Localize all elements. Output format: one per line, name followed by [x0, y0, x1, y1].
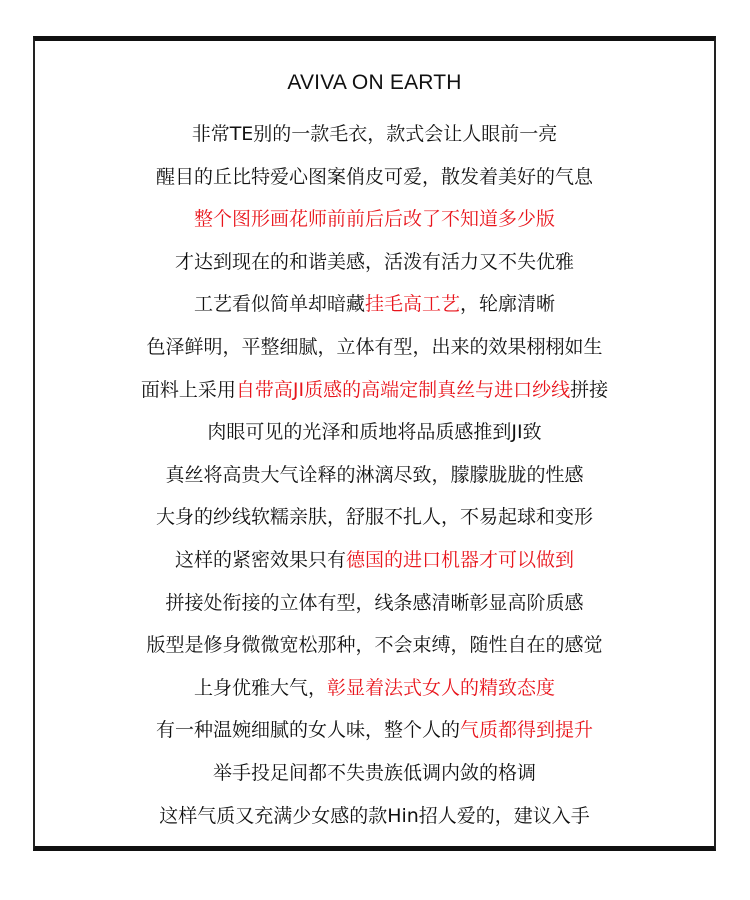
description-line — [35, 673, 714, 716]
line-text: 面料上采用 — [140, 378, 236, 401]
description-line — [35, 715, 714, 758]
line-text: 工艺看似简单却暗藏 — [193, 293, 365, 316]
description-line — [35, 758, 714, 801]
line-text: 这样的紧密效果只有 — [174, 548, 346, 571]
description-line — [35, 545, 714, 588]
line-text: 大身的纱线软糯亲肤，舒服不扎人，不易起球和变形 — [155, 506, 593, 529]
line-text: 色泽鲜明，平整细腻，立体有型，出来的效果栩栩如生 — [146, 335, 603, 358]
line-text: 这样气质又充满少女感的款Hin招人爱的，建议入手 — [159, 804, 590, 827]
line-text: 举手投足间都不失贵族低调内敛的格调 — [212, 761, 536, 784]
highlight-text: 自带高JI质感的高端定制真丝与进口纱线 — [235, 378, 571, 401]
highlight-text: 气质都得到提升 — [460, 719, 594, 742]
description-line — [35, 162, 714, 205]
line-text: 才达到现在的和谐美感，活泼有活力又不失优雅 — [174, 250, 574, 273]
highlight-text: 整个图形画花师前前后后改了不知道多少版 — [193, 208, 555, 231]
highlight-text: 彰显着法式女人的精致态度 — [327, 676, 556, 699]
line-text: 醒目的丘比特爱心图案俏皮可爱，散发着美好的气息 — [155, 165, 593, 188]
description-line — [35, 375, 714, 418]
description-line — [35, 332, 714, 375]
line-text: 拼接处衔接的立体有型，线条感清晰彰显高阶质感 — [165, 591, 584, 614]
description-line — [35, 417, 714, 460]
description-line — [35, 247, 714, 290]
description-line — [35, 119, 714, 162]
line-text: 上身优雅大气， — [193, 676, 327, 699]
highlight-text: 挂毛高工艺 — [364, 293, 460, 316]
line-text: 拼接 — [570, 378, 609, 401]
description-line — [35, 801, 714, 844]
line-text: 非常TE别的一款毛衣，款式会让人眼前一亮 — [191, 123, 558, 145]
text-card — [33, 36, 716, 851]
line-text: 版型是修身微微宽松那种，不会束缚，随性自在的感觉 — [146, 634, 603, 657]
highlight-text: 德国的进口机器才可以做到 — [346, 548, 575, 571]
description-line — [35, 460, 714, 503]
description-line — [35, 204, 714, 247]
description-line — [35, 630, 714, 673]
line-text: ，轮廓清晰 — [460, 293, 556, 316]
description-line — [35, 289, 714, 332]
description-lines — [35, 119, 714, 843]
card-title: AVIVA ON EARTH — [287, 71, 462, 94]
line-text: 肉眼可见的光泽和质地将品质感推到JI致 — [207, 421, 542, 444]
line-text: 有一种温婉细腻的女人味，整个人的 — [155, 719, 460, 742]
line-text: 真丝将高贵大气诠释的淋漓尽致，朦朦胧胧的性感 — [165, 463, 584, 486]
description-line — [35, 502, 714, 545]
description-line — [35, 588, 714, 631]
